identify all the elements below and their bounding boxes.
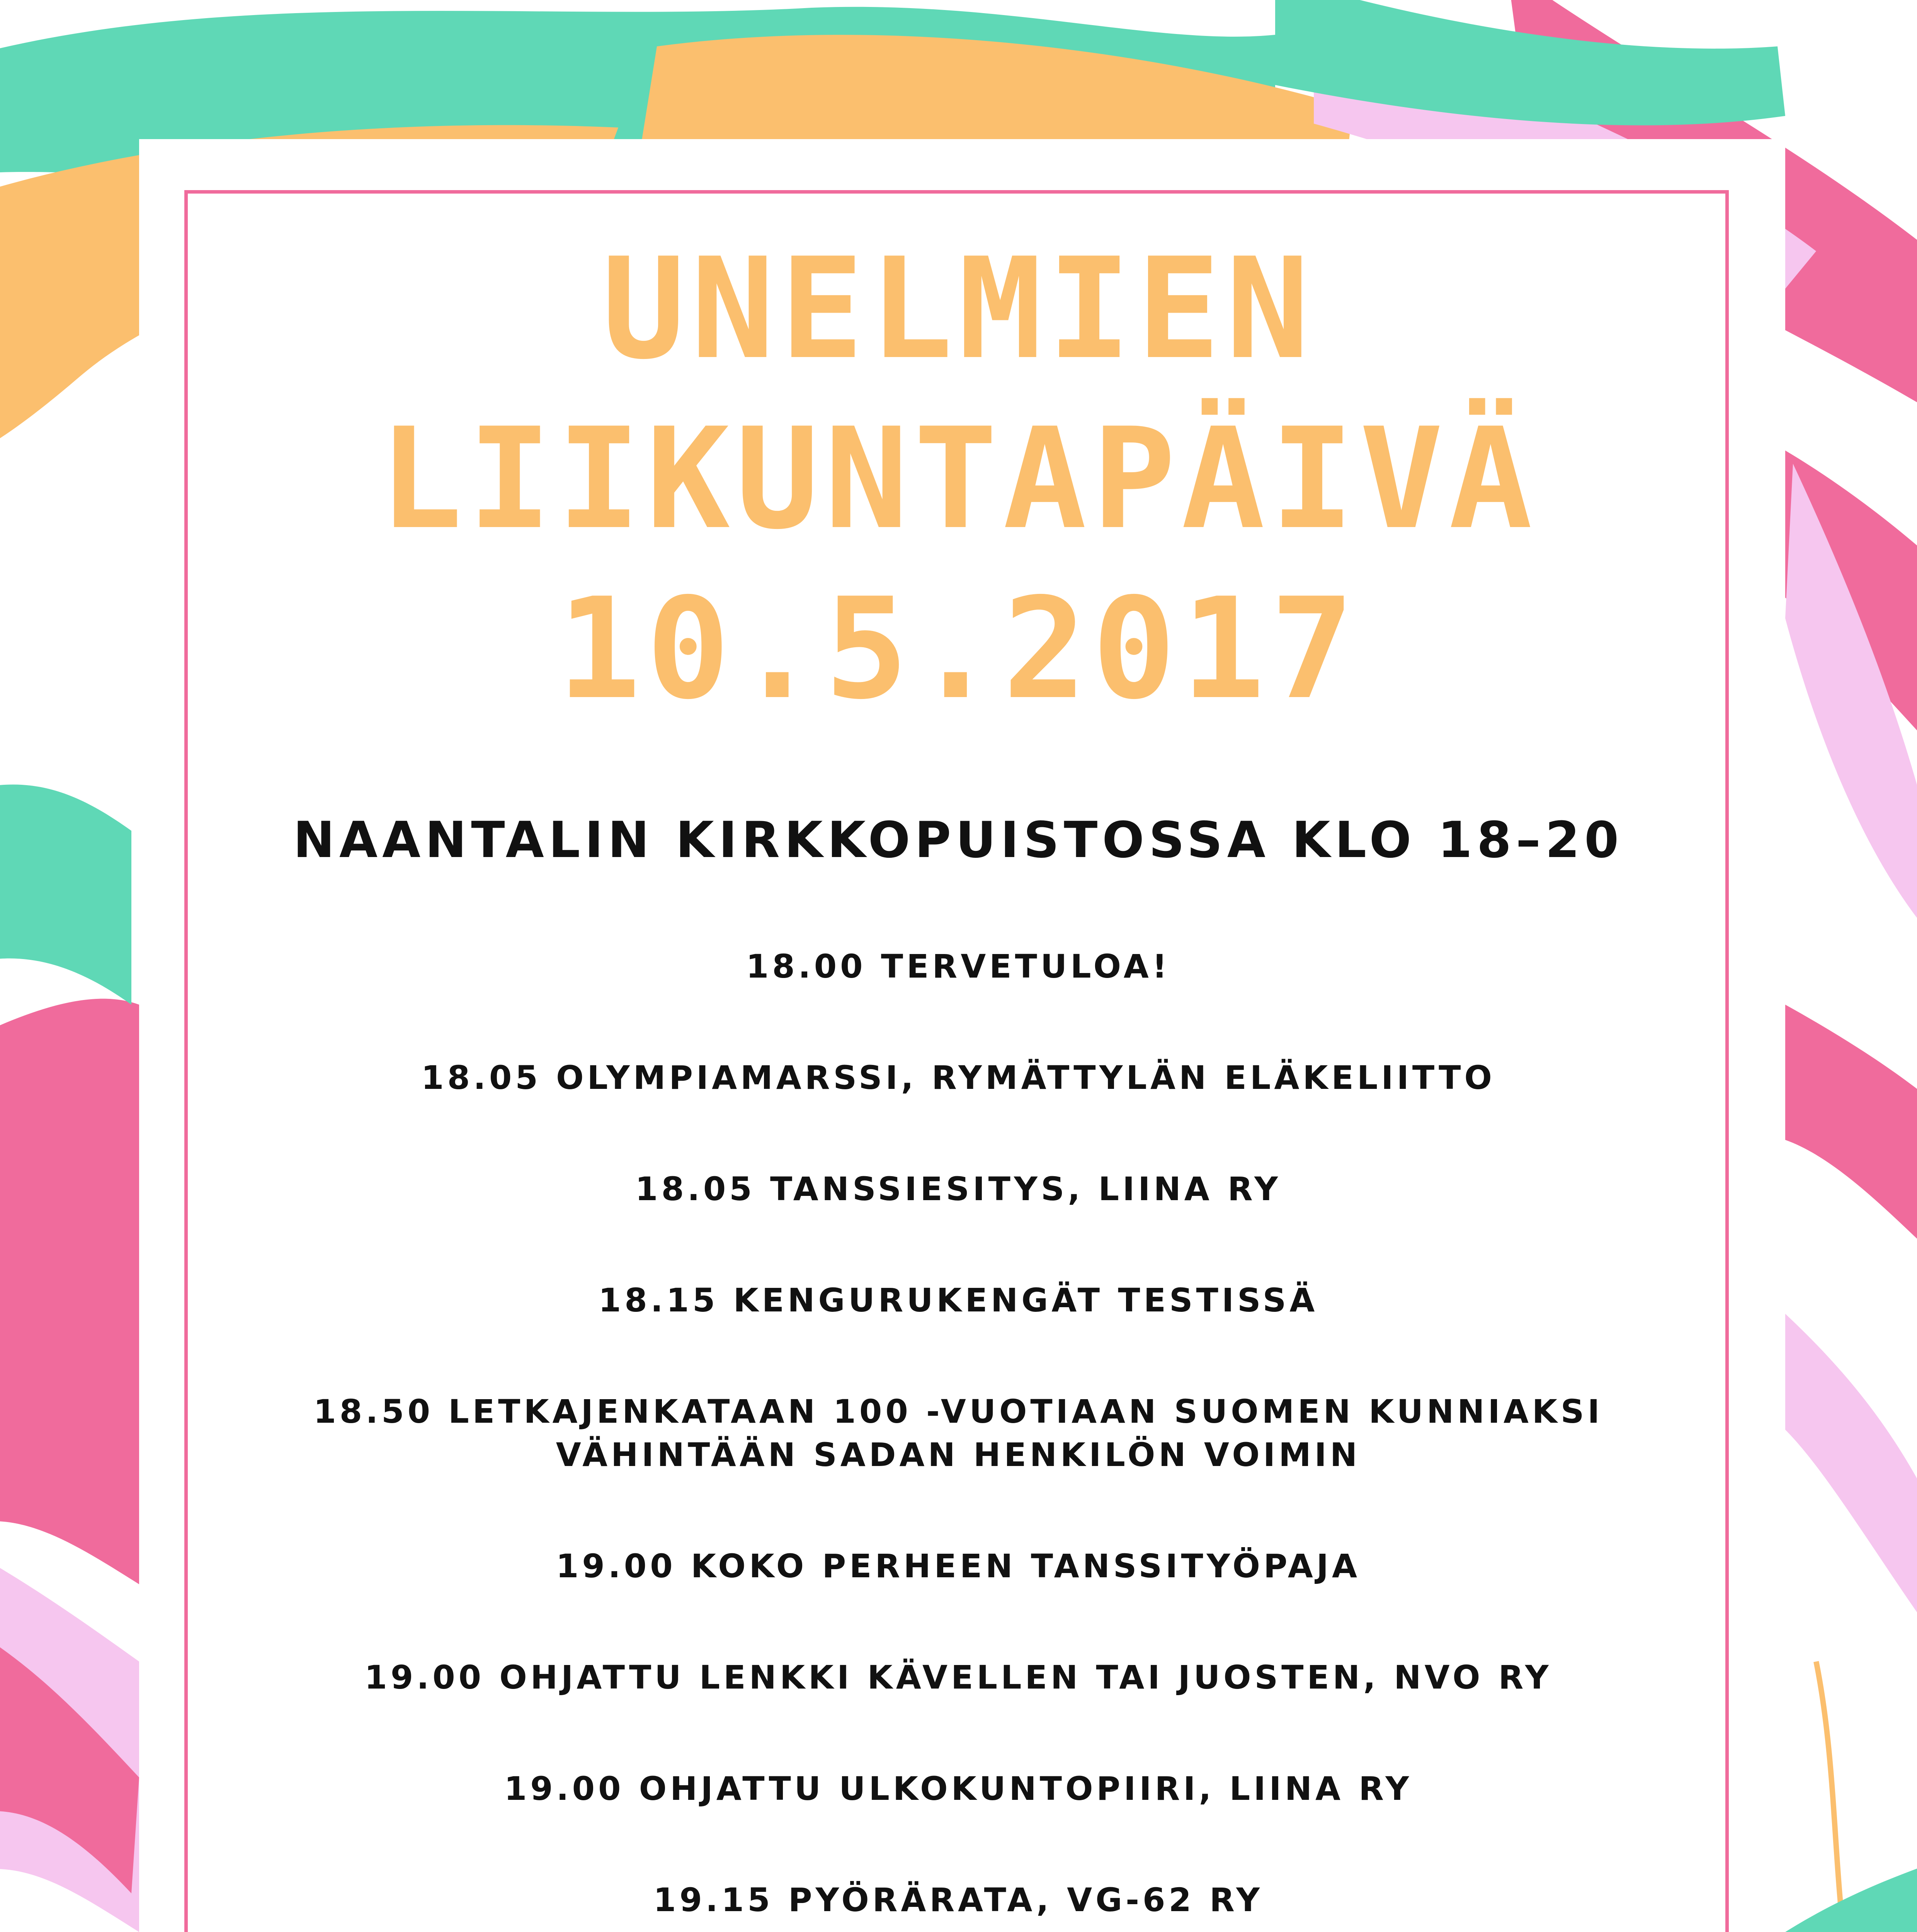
schedule-item [201, 1656, 1716, 1699]
schedule-item [201, 945, 1716, 988]
title-line-3-date: 10.5.2017 [557, 568, 1360, 730]
schedule-list [201, 945, 1716, 1932]
mint-stroke-right-bottom [1785, 1855, 1917, 1932]
mint-stroke-left [0, 784, 131, 1005]
title-line-2: LIIKUNTAPÄIVÄ [379, 398, 1538, 560]
schedule-item-text: 19.00 OHJATTU LENKKI KÄVELLEN TAI JUOSTEN, NVO RY [364, 1658, 1552, 1696]
pink-stroke-right [1785, 1005, 1917, 1275]
schedule-item-text: 19.15 PYÖRÄRATA, VG-62 RY [653, 1881, 1263, 1919]
schedule-item [201, 1878, 1716, 1922]
title-block [201, 224, 1716, 734]
schedule-item [201, 1390, 1716, 1476]
schedule-item [201, 1544, 1716, 1588]
location-subtitle: NAANTALIN KIRKKOPUISTOSSA KLO 18–20 [293, 811, 1624, 869]
schedule-item-text: 18.00 TERVETULOA! [746, 947, 1171, 985]
schedule-item [201, 1056, 1716, 1099]
schedule-item-text-line2: VÄHINTÄÄN SADAN HENKILÖN VOIMIN [556, 1436, 1361, 1474]
lilac-stroke-right-2 [1785, 1314, 1917, 1623]
schedule-item-text: 18.15 KENGURUKENGÄT TESTISSÄ [598, 1281, 1318, 1319]
title-line-1: UNELMIEN [602, 228, 1315, 390]
poster-content [201, 209, 1716, 1932]
schedule-item-text: 18.50 LETKAJENKATAAN 100 -VUOTIAAN SUOMEN KUNNIAKSI [313, 1393, 1603, 1430]
schedule-item [201, 1167, 1716, 1211]
schedule-item-text: 18.05 OLYMPIAMARSSI, RYMÄTTYLÄN ELÄKELIITTO [421, 1059, 1495, 1097]
schedule-item-text: 19.00 KOKO PERHEEN TANSSITYÖPAJA [556, 1547, 1361, 1585]
orange-line-right [1816, 1662, 1855, 1932]
pink-stroke-left [0, 999, 139, 1584]
schedule-item [201, 1279, 1716, 1322]
schedule-item [201, 1767, 1716, 1810]
schedule-item-text: 19.00 OHJATTU ULKOKUNTOPIIRI, LIINA RY [504, 1770, 1413, 1808]
schedule-item-text: 18.05 TANSSIESITYS, LIINA RY [635, 1170, 1281, 1208]
